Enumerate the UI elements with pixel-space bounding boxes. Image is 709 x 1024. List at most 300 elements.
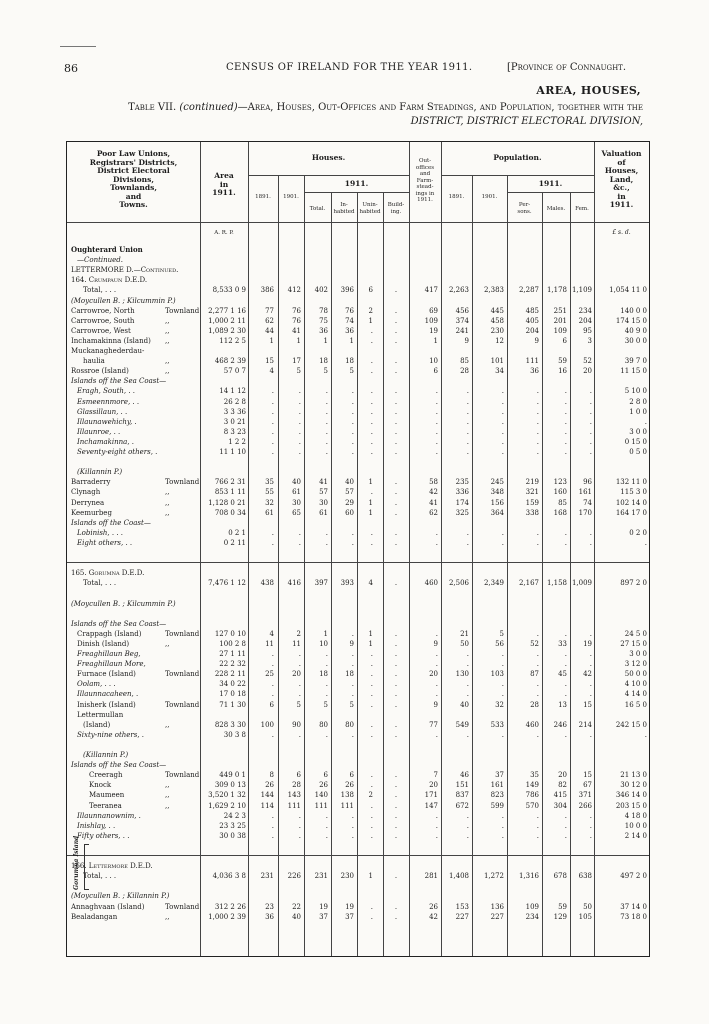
table-row xyxy=(67,447,649,457)
province-label: [Province of Connaught. xyxy=(507,62,627,73)
cell-out: . xyxy=(435,427,438,436)
table-row xyxy=(67,326,649,336)
table-row xyxy=(67,689,649,699)
cell-p91: 9 xyxy=(464,336,469,345)
header-rule xyxy=(507,192,594,193)
cell-h01: 41 xyxy=(292,326,301,335)
row-type: ,, xyxy=(165,336,170,345)
cell-bld: . xyxy=(394,326,398,335)
cell-h91: . xyxy=(271,821,274,830)
cell-out: . xyxy=(435,821,438,830)
cell-mal: 6 xyxy=(562,336,567,345)
header-area-line: in xyxy=(219,179,229,189)
cell-per: 570 xyxy=(525,801,539,810)
cell-uni: . xyxy=(370,902,373,911)
row-label: Carrowroe, North xyxy=(71,306,135,315)
cell-tot: 10 xyxy=(319,639,328,648)
cell-mal: 251 xyxy=(553,306,567,315)
table-row xyxy=(67,740,649,750)
cell-uni: 2 xyxy=(368,791,373,800)
cell-mal: 1,178 xyxy=(546,286,567,295)
row-type: ,, xyxy=(165,791,170,800)
cell-uni: . xyxy=(370,670,373,679)
cell-h91: 438 xyxy=(260,579,274,588)
cell-mal: . xyxy=(564,629,567,638)
cell-bld: . xyxy=(394,357,398,366)
cell-val: 30 12 0 xyxy=(620,781,647,790)
cell-mal: . xyxy=(564,650,567,658)
top-rule xyxy=(60,46,96,47)
cell-mal: 59 xyxy=(558,357,567,366)
table-row xyxy=(67,821,649,831)
row-type: ,, xyxy=(165,498,170,507)
cell-h91: 62 xyxy=(265,316,274,325)
table-row xyxy=(67,730,649,740)
cell-bld: . xyxy=(394,488,398,497)
table-row xyxy=(67,619,649,629)
row-label: Islands off the Sea Coast— xyxy=(71,619,167,628)
cell-per: . xyxy=(536,690,539,699)
row-label: Derrynea xyxy=(71,498,105,507)
cell-h91: 6 xyxy=(269,700,274,709)
cell-fem: . xyxy=(589,538,592,547)
header-outoffices-line: Out- xyxy=(418,158,432,164)
cell-p91: . xyxy=(466,730,469,739)
cell-per: 786 xyxy=(525,791,539,800)
cell-tot: . xyxy=(325,831,328,840)
cell-per: . xyxy=(536,397,539,406)
cell-p01: 2,383 xyxy=(483,286,504,295)
cell-bld: . xyxy=(394,498,398,507)
cell-h91: . xyxy=(271,730,274,739)
cell-h01: . xyxy=(298,821,301,830)
cell-uni: 1 xyxy=(368,316,373,325)
cell-fem: . xyxy=(589,680,592,689)
cell-p01: 156 xyxy=(490,498,504,507)
cell-val: 102 14 0 xyxy=(615,498,647,507)
cell-fem: . xyxy=(589,831,592,840)
table-row xyxy=(67,316,649,326)
cell-uni: 4 xyxy=(368,579,373,588)
header-unions-line: Townlands, xyxy=(110,183,157,192)
table-row xyxy=(67,265,649,275)
cell-uni: . xyxy=(370,538,373,547)
cell-out: . xyxy=(435,387,438,396)
cell-out: 147 xyxy=(424,801,438,810)
cell-out: 460 xyxy=(424,579,438,588)
cell-h01: . xyxy=(298,387,301,396)
cell-area: 3 0 21 xyxy=(223,417,246,426)
cell-h91: 1 xyxy=(269,336,274,345)
row-label: LETTERMORE D.—Continued. xyxy=(71,266,179,275)
cell-tot: 111 xyxy=(314,801,328,810)
cell-val: 174 15 0 xyxy=(615,316,647,325)
header-bottom-rule xyxy=(67,222,649,223)
row-label: Total, . . . xyxy=(83,286,117,295)
cell-h91: . xyxy=(271,417,274,426)
cell-uni: . xyxy=(370,367,373,376)
header-valuation xyxy=(594,150,649,210)
cell-inh: 76 xyxy=(345,306,354,315)
cell-p91: . xyxy=(466,397,469,406)
cell-val: 11 15 0 xyxy=(620,367,647,376)
cell-uni: . xyxy=(370,427,373,436)
cell-h91: 144 xyxy=(260,791,274,800)
cell-val: 132 11 0 xyxy=(615,478,647,487)
cell-h01: . xyxy=(298,690,301,699)
cell-p01: . xyxy=(501,387,504,396)
cell-p01: . xyxy=(501,811,504,820)
cell-mal: 33 xyxy=(558,639,567,648)
cell-h01: 5 xyxy=(296,700,301,709)
cell-fem: 161 xyxy=(578,488,592,497)
cell-out: . xyxy=(435,730,438,739)
cell-p01: . xyxy=(501,680,504,689)
cell-inh: . xyxy=(351,831,354,840)
cell-tot: . xyxy=(325,680,328,689)
cell-area: 828 3 30 xyxy=(214,720,246,729)
cell-fem: . xyxy=(589,690,592,699)
cell-fem: . xyxy=(589,387,592,396)
row-label: Rossroe (Island) xyxy=(71,367,129,376)
cell-tot: . xyxy=(325,811,328,820)
cell-p91: 837 xyxy=(455,791,469,800)
table-row xyxy=(67,770,649,780)
cell-mal: 13 xyxy=(558,700,567,709)
row-type: ,, xyxy=(165,639,170,648)
cell-per: 159 xyxy=(525,498,539,507)
cell-p91: 153 xyxy=(455,902,469,911)
row-label: Total, . . . xyxy=(83,872,117,881)
cell-out: 20 xyxy=(429,670,438,679)
cell-p01: 230 xyxy=(490,326,504,335)
cell-bld: . xyxy=(394,791,398,800)
cell-per: . xyxy=(536,629,539,638)
cell-area: 468 2 39 xyxy=(214,357,246,366)
cell-fem: 95 xyxy=(583,326,592,335)
table-row xyxy=(67,437,649,447)
cell-h01: . xyxy=(298,680,301,689)
header-unions-line: Registrars' Districts, xyxy=(89,157,178,167)
cell-uni: . xyxy=(370,437,373,446)
table-row xyxy=(67,669,649,679)
cell-out: . xyxy=(435,437,438,446)
row-label: Eight others, . . xyxy=(77,538,133,547)
table-title-sub xyxy=(64,101,643,129)
cell-area: 34 0 22 xyxy=(219,680,246,689)
cell-out: 42 xyxy=(429,912,438,921)
cell-per: . xyxy=(536,831,539,840)
table-row xyxy=(67,811,649,821)
cell-tot: 5 xyxy=(323,367,328,376)
cell-p91: 130 xyxy=(455,670,469,679)
header-outoffices xyxy=(409,158,441,204)
row-label: Eragh, South, . . xyxy=(77,387,136,396)
cell-mal: 123 xyxy=(553,478,567,487)
cell-p01: 37 xyxy=(495,771,504,780)
table-row xyxy=(67,376,649,386)
table-row xyxy=(67,750,649,760)
cell-uni: 1 xyxy=(368,629,373,638)
cell-out: . xyxy=(435,538,438,547)
header-area xyxy=(200,172,248,198)
cell-bld: . xyxy=(394,437,398,446)
table-row xyxy=(67,599,649,609)
cell-h91: . xyxy=(271,650,274,658)
cell-out: . xyxy=(435,528,438,537)
cell-inh: . xyxy=(351,528,354,537)
header-outoffices-line: offices xyxy=(415,164,435,171)
cell-fem: 42 xyxy=(583,670,592,679)
cell-fem: . xyxy=(589,437,592,446)
cell-uni: . xyxy=(370,700,373,709)
cell-per: 35 xyxy=(530,771,539,780)
cell-tot: 1 xyxy=(323,629,328,638)
header-unions-line: Poor Law Unions, xyxy=(96,149,171,158)
cell-bld: . xyxy=(394,528,398,537)
cell-inh: . xyxy=(351,660,354,669)
table-row xyxy=(67,255,649,265)
cell-per: 149 xyxy=(525,781,539,790)
table-row xyxy=(67,346,649,356)
cell-per: 111 xyxy=(525,357,539,366)
cell-inh: 396 xyxy=(340,286,354,295)
cell-p91: . xyxy=(466,821,469,830)
cell-bld: . xyxy=(394,478,398,487)
header-persons-line: sons. xyxy=(517,208,532,215)
cell-per: . xyxy=(536,417,539,426)
row-label: Inchamakinna (Island) xyxy=(71,336,151,345)
header-inhabited-line: habited xyxy=(333,208,355,215)
header-building-line: Build- xyxy=(387,202,405,208)
cell-inh: 60 xyxy=(345,508,354,517)
table-row xyxy=(67,720,649,730)
cell-bld: . xyxy=(394,397,398,406)
cell-inh: 230 xyxy=(340,872,354,881)
cell-h01: 20 xyxy=(292,670,301,679)
row-label: 166. Lettermore D.E.D. xyxy=(71,862,153,871)
cell-p91: 549 xyxy=(455,720,469,729)
row-label: (Moycullen B. ; Kilcummin P.) xyxy=(71,599,176,608)
cell-fem: 266 xyxy=(578,801,592,810)
table-row xyxy=(67,528,649,538)
row-label: 165. Gorumna D.E.D. xyxy=(71,569,145,578)
cell-per: . xyxy=(536,680,539,689)
header-area-line: Area xyxy=(214,171,234,180)
cell-val: 346 14 0 xyxy=(615,791,647,800)
cell-h01: . xyxy=(298,417,301,426)
cell-area: 100 2 8 xyxy=(219,639,246,648)
cell-p01: 101 xyxy=(490,357,504,366)
row-label: Teeranea xyxy=(89,801,122,810)
cell-per: 2,167 xyxy=(518,579,539,588)
cell-uni: 1 xyxy=(368,498,373,507)
cell-h91: . xyxy=(271,427,274,436)
cell-inh: 18 xyxy=(345,357,354,366)
cell-mal: 1,158 xyxy=(546,579,567,588)
cell-p01: 5 xyxy=(499,629,504,638)
row-label: Inchamakinna, . xyxy=(77,437,135,446)
cell-bld: . xyxy=(394,821,398,830)
header-females: Fem. xyxy=(575,206,589,212)
cell-area: 8 3 23 xyxy=(223,427,246,436)
cell-p91: 85 xyxy=(460,357,469,366)
cell-area: 57 0 7 xyxy=(223,367,246,376)
cell-bld: . xyxy=(394,336,398,345)
cell-p91: 227 xyxy=(455,912,469,921)
row-label: Clynagh xyxy=(71,488,101,497)
cell-h91: 61 xyxy=(265,508,274,517)
cell-fem: 19 xyxy=(583,639,592,648)
cell-inh: 74 xyxy=(345,316,354,325)
table-row xyxy=(67,871,649,881)
header-uninhabited-line: Unin- xyxy=(362,202,378,208)
row-label: (Killannin P.) xyxy=(77,468,123,477)
row-label: Islands off the Coast— xyxy=(71,518,151,527)
header-population: Population. xyxy=(493,153,542,162)
cell-fem: . xyxy=(589,448,592,456)
cell-fem: 20 xyxy=(583,367,592,376)
cell-h91: 114 xyxy=(260,801,274,810)
cell-bld: . xyxy=(394,387,398,396)
table-row xyxy=(67,417,649,427)
row-label: Esmeennmore, . . xyxy=(77,397,140,406)
cell-h91: 231 xyxy=(260,872,274,881)
cell-uni: . xyxy=(370,690,373,699)
table-row xyxy=(67,386,649,396)
cell-mal: 85 xyxy=(558,498,567,507)
cell-h91: . xyxy=(271,811,274,820)
cell-bld: . xyxy=(394,538,398,547)
header-houses-1911: 1911. xyxy=(344,179,369,188)
cell-p01: 34 xyxy=(495,367,504,376)
cell-p01: 445 xyxy=(490,306,504,315)
cell-out: 7 xyxy=(433,771,438,780)
row-label: Oolam, . . . xyxy=(77,680,116,689)
table-row xyxy=(67,245,649,255)
cell-val: 5 10 0 xyxy=(624,387,647,396)
cell-mal: . xyxy=(564,730,567,739)
cell-val: 140 0 0 xyxy=(620,306,647,315)
row-label: Bealadangan xyxy=(71,912,118,921)
cell-p01: . xyxy=(501,528,504,537)
cell-tot: . xyxy=(325,821,328,830)
cell-bld: . xyxy=(394,579,398,588)
row-label: —Continued. xyxy=(77,256,123,265)
table-row xyxy=(67,356,649,366)
cell-area: 312 2 26 xyxy=(214,902,246,911)
cell-p01: . xyxy=(501,831,504,840)
cell-bld: . xyxy=(394,367,398,376)
cell-tot: 231 xyxy=(314,872,328,881)
cell-tot: . xyxy=(325,538,328,547)
cell-uni: 6 xyxy=(368,286,373,295)
cell-fem: . xyxy=(589,650,592,658)
cell-per: . xyxy=(536,427,539,436)
cell-h91: 77 xyxy=(265,306,274,315)
cell-bld: . xyxy=(394,781,398,790)
row-type: Townland xyxy=(165,700,200,709)
table-row xyxy=(67,296,649,306)
cell-h91: . xyxy=(271,528,274,537)
cell-val: 3 0 0 xyxy=(629,650,647,658)
cell-area: 30 3 8 xyxy=(223,730,246,739)
cell-mal: . xyxy=(564,407,567,416)
table-row xyxy=(67,609,649,619)
cell-tot: . xyxy=(325,387,328,396)
cell-uni: . xyxy=(370,417,373,426)
cell-fem: 52 xyxy=(583,357,592,366)
row-type: Townland xyxy=(165,629,200,638)
row-label: Lobinish, . . . xyxy=(77,528,124,537)
cell-p01: . xyxy=(501,407,504,416)
cell-bld: . xyxy=(394,771,398,780)
cell-area: 8,533 0 9 xyxy=(212,286,246,295)
cell-h91: . xyxy=(271,437,274,446)
cell-area: 24 2 3 xyxy=(223,811,246,820)
cell-h01: 28 xyxy=(292,781,301,790)
row-label: Knock xyxy=(89,781,112,790)
cell-val: . xyxy=(644,538,647,547)
row-label: Barraderry xyxy=(71,478,111,487)
row-type: Townland xyxy=(165,478,200,487)
header-rule xyxy=(441,175,594,176)
cell-val: 497 2 0 xyxy=(620,872,647,881)
row-label: Carrowroe, West xyxy=(71,326,131,335)
cell-bld: . xyxy=(394,639,398,648)
cell-p01: 458 xyxy=(490,316,504,325)
row-label: Freaghillaun Beg, xyxy=(77,650,141,658)
cell-inh: 19 xyxy=(345,902,354,911)
cell-mal: . xyxy=(564,437,567,446)
table-row xyxy=(67,467,649,477)
table-row xyxy=(67,588,649,598)
header-valuation-line: Valuation xyxy=(601,149,642,158)
cell-p91: 2,506 xyxy=(448,579,469,588)
header-uninhabited xyxy=(357,202,383,215)
cell-fem: 214 xyxy=(578,720,592,729)
table-row xyxy=(67,679,649,689)
header-unions-line: and xyxy=(125,191,142,201)
cell-per: . xyxy=(536,387,539,396)
cell-tot: . xyxy=(325,528,328,537)
cell-fem: . xyxy=(589,629,592,638)
table-row xyxy=(67,760,649,770)
table-row xyxy=(67,659,649,669)
cell-area: 27 1 11 xyxy=(219,650,246,658)
cell-fem: . xyxy=(589,660,592,669)
cell-p91: 672 xyxy=(455,801,469,810)
cell-bld: . xyxy=(394,700,398,709)
header-pop-1891: 1891. xyxy=(448,194,465,200)
table-row xyxy=(67,780,649,790)
cell-p91: 241 xyxy=(455,326,469,335)
cell-h01: 412 xyxy=(287,286,301,295)
cell-tot: 26 xyxy=(319,781,328,790)
header-valuation-line: Land, xyxy=(609,174,634,184)
cell-tot: 80 xyxy=(319,720,328,729)
cell-tot: . xyxy=(325,690,328,699)
cell-inh: . xyxy=(351,437,354,446)
cell-out: 9 xyxy=(433,639,438,648)
cell-uni: . xyxy=(370,650,373,658)
cell-h91: 15 xyxy=(265,357,274,366)
cell-val: 10 0 0 xyxy=(624,821,647,830)
cell-uni: . xyxy=(370,821,373,830)
cell-mal: . xyxy=(564,387,567,396)
cell-per: 9 xyxy=(534,336,539,345)
cell-bld: . xyxy=(394,448,398,456)
